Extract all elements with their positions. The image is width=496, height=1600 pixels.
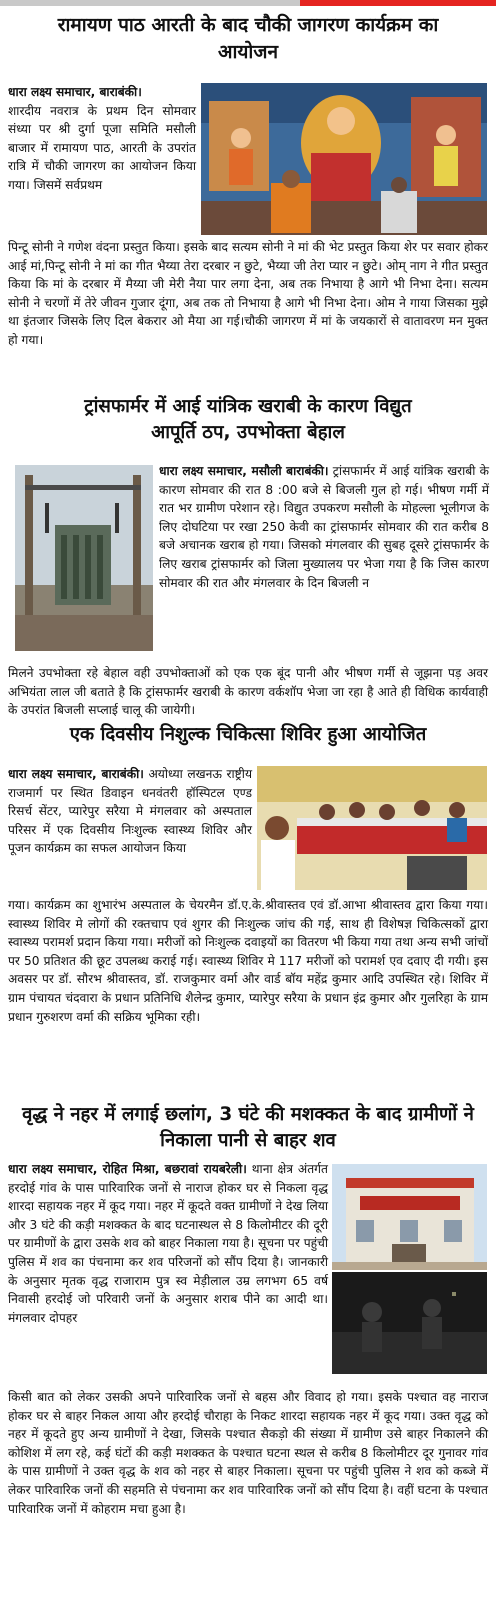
article-1-body: पिन्टू सोनी ने गणेश वंदना प्रस्तुत किया। इसके बाद सत्यम सोनी ने मां की भेट प्रस्तुत किया शेर पर सवार होकर आई मां,पिन्टू सोनी ने मां का गीत भैय्या तेरा दरबार न छुटे, भैय्या जी तेरा प्यार न छुटे। ओम् नाग ने गीत प्रस्तुत किया कि मां के दरबार में मैय्या जी मेरी नैया पार लगा देना, अब तक निभाया है आगे भी निभा देना। सत्यम सोनी ने चरणों में तेरे जीवन गुजार दूंगा, अब तक तो निभाया है आगे भी निभा देना। ओम ने गाया जिसका मुझे था इंतजार जिसके लिए दिल बेकरार ओ मैया आ गई।चौकी जागरण में मां के जयकारों से वातावरण मन मुक्त हो गया।: [8, 240, 488, 347]
durga-idol-photo: [201, 83, 487, 235]
transformer-photo: [15, 465, 153, 651]
article-3-dateline: धारा लक्ष्य समाचार, बाराबंकी।: [8, 767, 144, 781]
article-2-body-wrapped: ट्रांसफार्मर में आई यांत्रिक खराबी के कारण सोमवार की रात 8 :00 बजे से बिजली गुल हो गई। भीषण गर्मी में रात भर ग्रामीण परेशान रहे। विद्युत उपकरण मसौली के मोहल्ला भूलीगज के लिए दोघटिया पर रखा 250 केवी का ट्रांसफार्मर सोमवार की रात करीब 8 बजे अचानक खराब हो गया। जिसको मंगलवार की सुबह दूसरे ट्रांसफार्मर के लिए खराब ट्रांसफार्मर को जिला मुख्यालय पर भेजा गया है कि जिस कारण सोमवार की रात और मंगलवार के दिन बिजली न: [159, 464, 489, 590]
article-1-dateline: धारा लक्ष्य समाचार, बाराबंकी।: [8, 85, 142, 99]
article-2-body: मिलने उपभोक्ता रहे बेहाल वही उपभोक्ताओं को एक एक बूंद पानी और भीषण गर्मी से जूझना पड़ अवर अभियंता लाल जी बताते है कि ट्रांसफार्मर खराबी के कारण वर्कशॉप भेजा जा रहा है आते ही विधिक कार्यवाही के उपरांत बिजली सप्लाई चालू की जायेगी।: [8, 666, 488, 718]
article-4-dateline: धारा लक्ष्य समाचार, रोहित मिश्रा, बछरावां रायबरेली।: [8, 1162, 247, 1176]
medical-camp-photo: [257, 766, 487, 890]
article-3-wrapped-text: [8, 765, 252, 858]
article-2-wrapped-text: [159, 462, 489, 592]
top-rule: [0, 0, 496, 6]
article-4-body-wrapped: थाना क्षेत्र अंतर्गत हरदोई गांव के पास पारिवारिक जनों से नाराज होकर घर से निकला वृद्ध शारदा सहायक नहर में कूद गया। नहर में कूदते वक्त ग्रामीणों ने देख लिया और 3 घंटे की कड़ी मशक्कत के बाद घटनास्थल से 8 किलोमीटर की दूरी पर ग्रामीणों के द्वारा उसके शव को बाहर निकाला गया है। सूचना पर पहुंची पुलिस में शव का पंचनामा कर शव परिजनों को सौंप दिया है। जानकारी के अनुसार मृतक वृद्ध राजाराम पुत्र स्व मेड़ीलाल उम्र लगभग 65 वर्ष निवासी हरदोई जो परिवारी जनों के अनुसार शराब पीने का आदी था।मंगलवार दोपहर: [8, 1162, 328, 1325]
article-1-headline: रामायण पाठ आरती के बाद चौकी जागरण कार्यक्रम का आयोजन: [57, 14, 439, 63]
article-3-body: गया। कार्यक्रम का शुभारंभ अस्पताल के चेयरमैन डॉ.ए.के.श्रीवास्तव एवं डॉ.आभा श्रीवास्तव द्वारा किया गया। स्वास्थ्य शिविर मे लोगों की रक्तचाप एवं शुगर की निःशुल्क जांच की गई, साथ ही विशेषज्ञ चिकित्सकों द्वारा स्वास्थ्य परामर्श प्रदान किया गया। मरीजों को निःशुल्क दवाइयों का वितरण भी किया गया तथा अन्य सभी जांचों पर 50 प्रतिशत की छूट उपलब्ध कराई गई। स्वास्थ्य शिविर मे 117 मरीजों को परामर्श एव दवाए दी गयी। इस अवसर पर डॉ. सौरभ श्रीवास्तव, डॉ. राजकुमार वर्मा और वार्ड बॉय महेंद्र कुमार आदि उपस्थित रहे। शिविर में ग्राम पंचायत चंदवारा के प्रधान प्रतिनिधि शैलेन्द्र कुमार, प्यारेपुर सरैया के प्रधान इंद्र कुमार और गुलरिहा के ग्राम प्रधान गुरुशरण वर्मा की सक्रिय भूमिका रही।: [8, 898, 488, 1024]
article-2-headline: ट्रांसफार्मर में आई यांत्रिक खराबी के कारण विद्युत आपूर्ति ठप, उपभोक्ता बेहाल: [84, 396, 412, 443]
article-4-body: किसी बात को लेकर उसकी अपने पारिवारिक जनों से बहस और विवाद हो गया। इसके पश्चात वह नाराज होकर घर से बाहर निकल आया और हरदोई चौराहा के निकट शारदा सहायक नहर में कूद गया। उक्त वृद्ध को नहर में कूदते हुए अन्य ग्रामीणों ने देखा, जिसके पश्चात सैकड़ो की संख्या में ग्रामीण उसे बाहर निकालने की कोशिश में लग रहे, कई घंटों की कड़ी मशक्कत के पश्चात घटना स्थल से करीब 8 किलोमीटर दूर गुनावर गांव के पास ग्रामीणों ने उक्त वृद्ध के शव को नहर से बाहर निकाला। सूचना पर पहुंची पुलिस ने शव को कब्जे में लेकर पारिवारिक जनों की सहमति से पंचनामा कर शव पारिवारिक जनों को सौंप दिया है। वहीं घटना के पश्चात पारिवारिक जनों में कोहराम मचा हुआ है।: [8, 1390, 488, 1516]
night-search-photo: [332, 1272, 487, 1374]
article-3-body-wrapped: अयोध्या लखनऊ राष्ट्रीय राजमार्ग पर स्थित डिवाइन धनवंतरी हॉस्पिटल एण्ड रिसर्च सेंटर, प्यारेपुर सरैया मे मंगलवार को अस्पताल परिसर में एक दिवसीय निःशुल्क स्वास्थ्य शिविर और पूजन कार्यक्रम का सफल आयोजन किया: [8, 767, 253, 856]
article-4-headline: वृद्ध ने नहर में लगाई छलांग, 3 घंटे की मशक्कत के बाद ग्रामीणों ने निकाला पानी से बाहर शव: [22, 1104, 474, 1151]
article-1-body-wrapped: शारदीय नवरात्र के प्रथम दिन सोमवार संध्या पर श्री दुर्गा पूजा समिति मसौली बाजार में रामायण पाठ, आरती के उपरांत रात्रि में चौकी जागरण का आयोजन किया गया। जिसमें सर्वप्रथम: [8, 103, 196, 192]
article-3-headline: एक दिवसीय निशुल्क चिकित्सा शिविर हुआ आयोजित: [69, 724, 427, 745]
article-2-dateline: धारा लक्ष्य समाचार, मसौली बाराबंकी।: [159, 464, 329, 478]
article-4-wrapped-text: [8, 1160, 328, 1327]
article-1-wrapped-text: [8, 83, 196, 195]
police-station-photo: [332, 1164, 487, 1270]
